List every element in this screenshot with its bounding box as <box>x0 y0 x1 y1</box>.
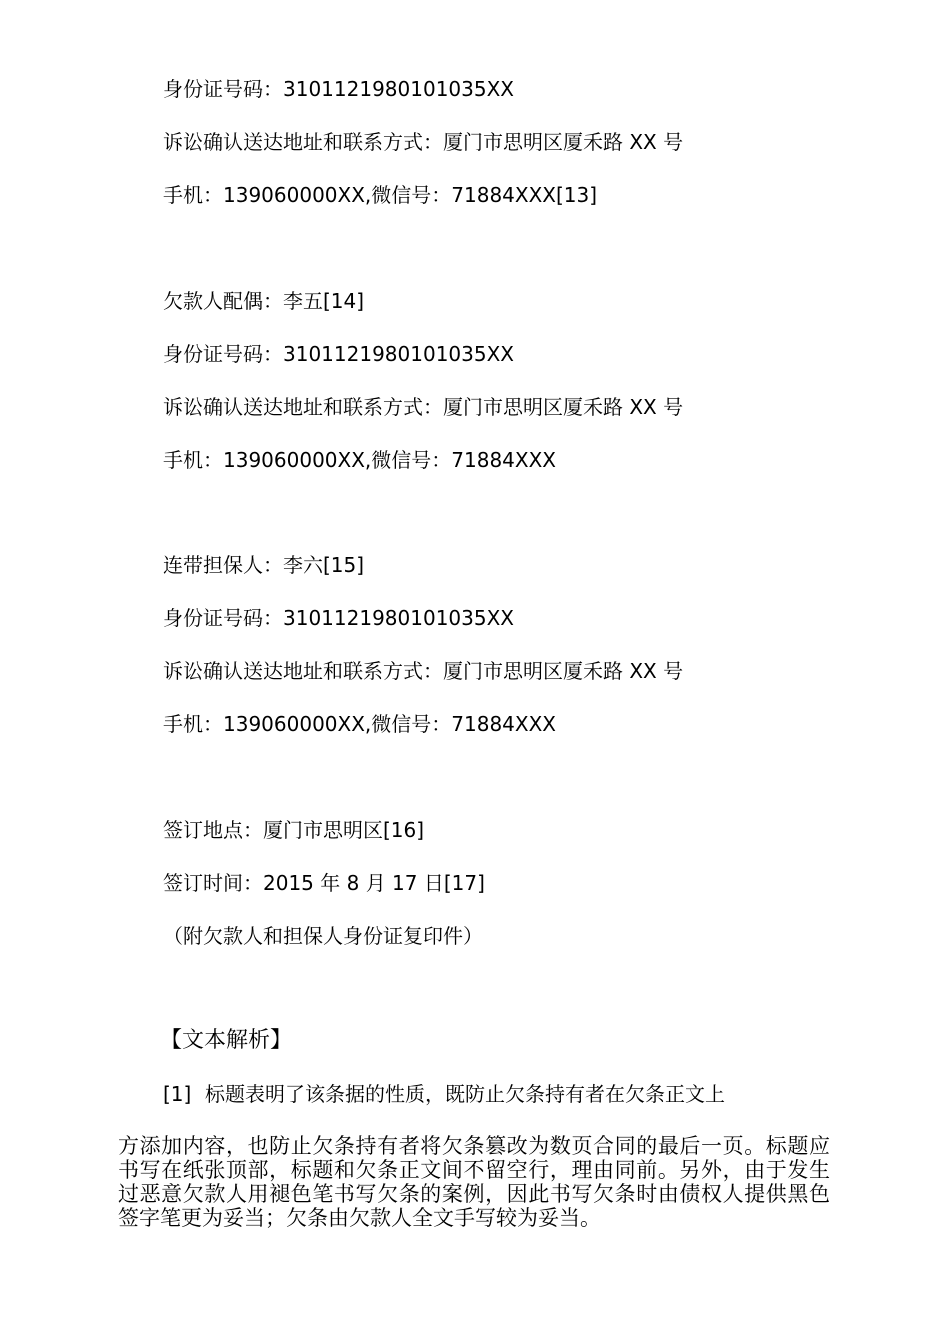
analysis-note-first-line <box>163 1082 725 1106</box>
debtor-address: 诉讼确认送达地址和联系方式：厦门市思明区厦禾路 XX 号 <box>163 130 684 154</box>
spouse-contact: 手机：139060000XX,微信号：71884XXX <box>163 448 557 472</box>
analysis-heading: 【文本解析】 <box>160 1028 293 1053</box>
spouse-address: 诉讼确认送达地址和联系方式：厦门市思明区厦禾路 XX 号 <box>163 395 684 419</box>
signing-place: 签订地点：厦门市思明区[16] <box>163 818 425 842</box>
spouse-title: 欠款人配偶：李五[14] <box>163 289 365 313</box>
guarantor-contact: 手机：139060000XX,微信号：71884XXX <box>163 712 557 736</box>
debtor-id-number: 身份证号码：3101121980101035XX <box>163 77 514 101</box>
guarantor-address: 诉讼确认送达地址和联系方式：厦门市思明区厦禾路 XX 号 <box>163 659 684 683</box>
note-number: [1] <box>163 1082 192 1106</box>
attachment-note: （附欠款人和担保人身份证复印件） <box>163 924 483 948</box>
spouse-id-number: 身份证号码：3101121980101035XX <box>163 342 514 366</box>
guarantor-id-number: 身份证号码：3101121980101035XX <box>163 606 514 630</box>
analysis-note-paragraph: 方添加内容，也防止欠条持有者将欠条篡改为数页合同的最后一页。标题应书写在纸张顶部，标题和欠条正文间不留空行，理由同前。另外，由于发生过恶意欠款人用褪色笔书写欠条的案例，因此书写欠条时由债权人提供黑色签字笔更为妥当；欠条由欠款人全文手写较为妥当。 <box>118 1134 830 1230</box>
signing-time: 签订时间：2015 年 8 月 17 日[17] <box>163 871 485 895</box>
guarantor-title: 连带担保人：李六[15] <box>163 553 365 577</box>
debtor-contact: 手机：139060000XX,微信号：71884XXX[13] <box>163 183 598 207</box>
note-first-text: 标题表明了该条据的性质，既防止欠条持有者在欠条正文上 <box>205 1082 725 1106</box>
